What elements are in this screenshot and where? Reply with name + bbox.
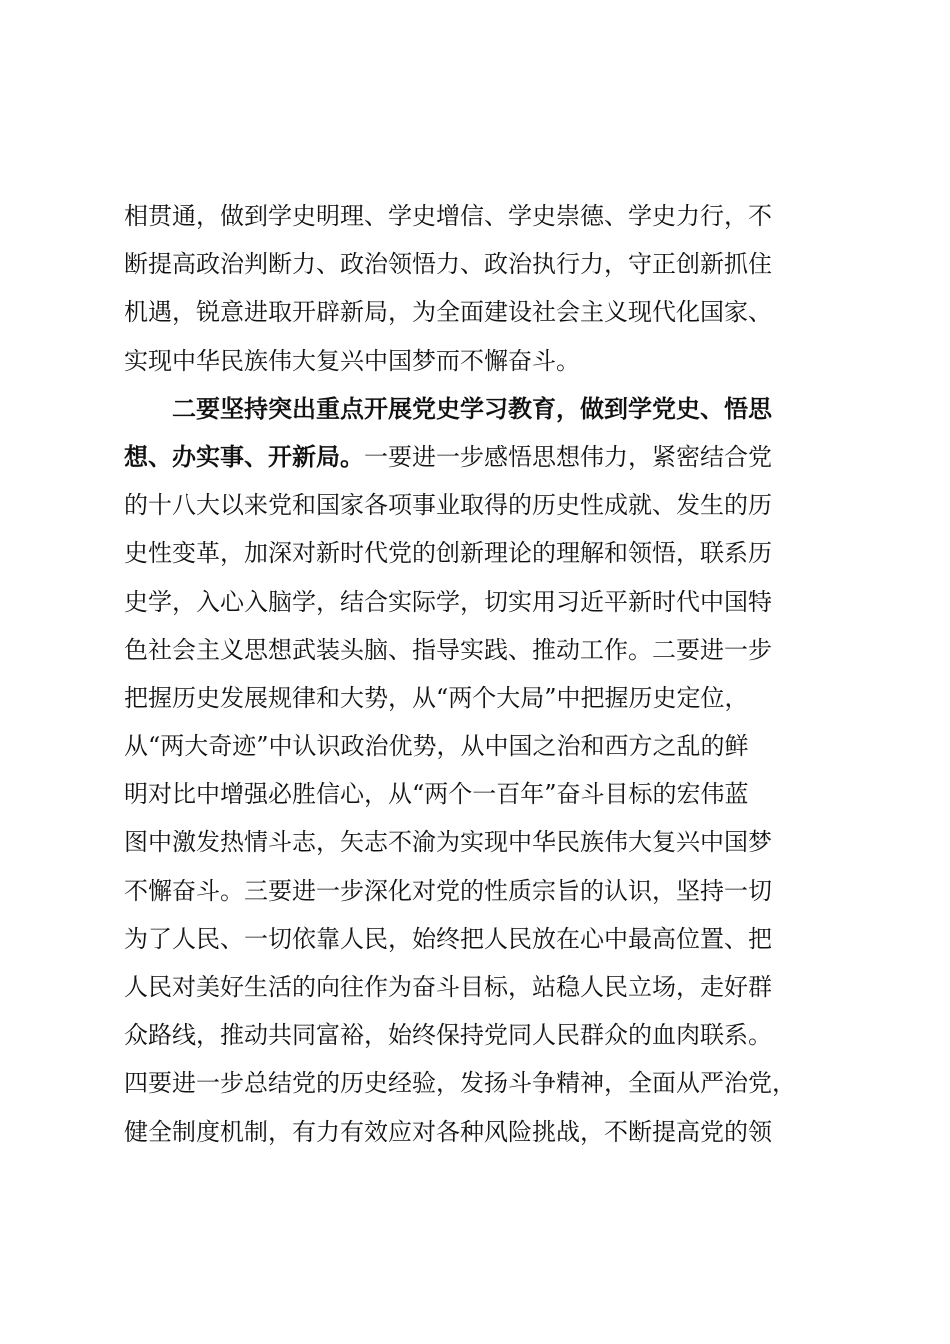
paragraph-1 bbox=[124, 192, 840, 385]
paragraph-2-line: 众路线，推动共同富裕，始终保持党同人民群众的血肉联系。 bbox=[124, 1021, 772, 1050]
paragraph-2-line: 史性变革，加深对新时代党的创新理论的理解和领悟，联系历 bbox=[124, 539, 772, 568]
paragraph-1-line: 实现中华民族伟大复兴中国梦而不懈奋斗。 bbox=[124, 346, 580, 375]
paragraph-1-line: 断提高政治判断力、政治领悟力、政治执行力，守正创新抓住 bbox=[124, 250, 772, 279]
paragraph-2-heading-line: 二要坚持突出重点开展党史学习教育，做到学党史、悟思 bbox=[172, 393, 772, 423]
paragraph-2-line: 四要进一步总结党的历史经验，发扬斗争精神，全面从严治党， bbox=[124, 1069, 796, 1098]
paragraph-2-line bbox=[124, 433, 840, 481]
paragraph-2-line-text: 一要进一步感悟思想伟力，紧密结合党 bbox=[364, 442, 772, 471]
paragraph-2-line: 色社会主义思想武装头脑、指导实践、推动工作。二要进一步 bbox=[124, 635, 772, 664]
paragraph-2-line: 图中激发热情斗志，矢志不渝为实现中华民族伟大复兴中国梦 bbox=[124, 828, 772, 857]
paragraph-2-line: 健全制度机制，有力有效应对各种风险挑战，不断提高党的领 bbox=[124, 1117, 772, 1146]
paragraph-2-line: 明对比中增强必胜信心，从“两个一百年”奋斗目标的宏伟蓝 bbox=[124, 780, 749, 809]
paragraph-2 bbox=[124, 385, 840, 1156]
paragraph-2-heading-end: 想、办实事、开新局。 bbox=[124, 441, 364, 471]
paragraph-2-line: 为了人民、一切依靠人民，始终把人民放在心中最高位置、把 bbox=[124, 924, 772, 953]
paragraph-2-line: 的十八大以来党和国家各项事业取得的历史性成就、发生的历 bbox=[124, 491, 772, 520]
paragraph-2-line: 从“两大奇迹”中认识政治优势，从中国之治和西方之乱的鲜 bbox=[124, 732, 749, 761]
paragraph-2-line: 把握历史发展规律和大势，从“两个大局”中把握历史定位， bbox=[124, 683, 749, 712]
paragraph-2-line: 史学，入心入脑学，结合实际学，切实用习近平新时代中国特 bbox=[124, 587, 772, 616]
paragraph-2-line: 人民对美好生活的向往作为奋斗目标，站稳人民立场，走好群 bbox=[124, 973, 772, 1001]
paragraph-1-line: 相贯通，做到学史明理、学史增信、学史崇德、学史力行，不 bbox=[124, 202, 772, 230]
document-body bbox=[124, 192, 840, 1156]
paragraph-1-line: 机遇，锐意进取开辟新局，为全面建设社会主义现代化国家、 bbox=[124, 298, 772, 327]
paragraph-2-line: 不懈奋斗。三要进一步深化对党的性质宗旨的认识，坚持一切 bbox=[124, 876, 772, 905]
